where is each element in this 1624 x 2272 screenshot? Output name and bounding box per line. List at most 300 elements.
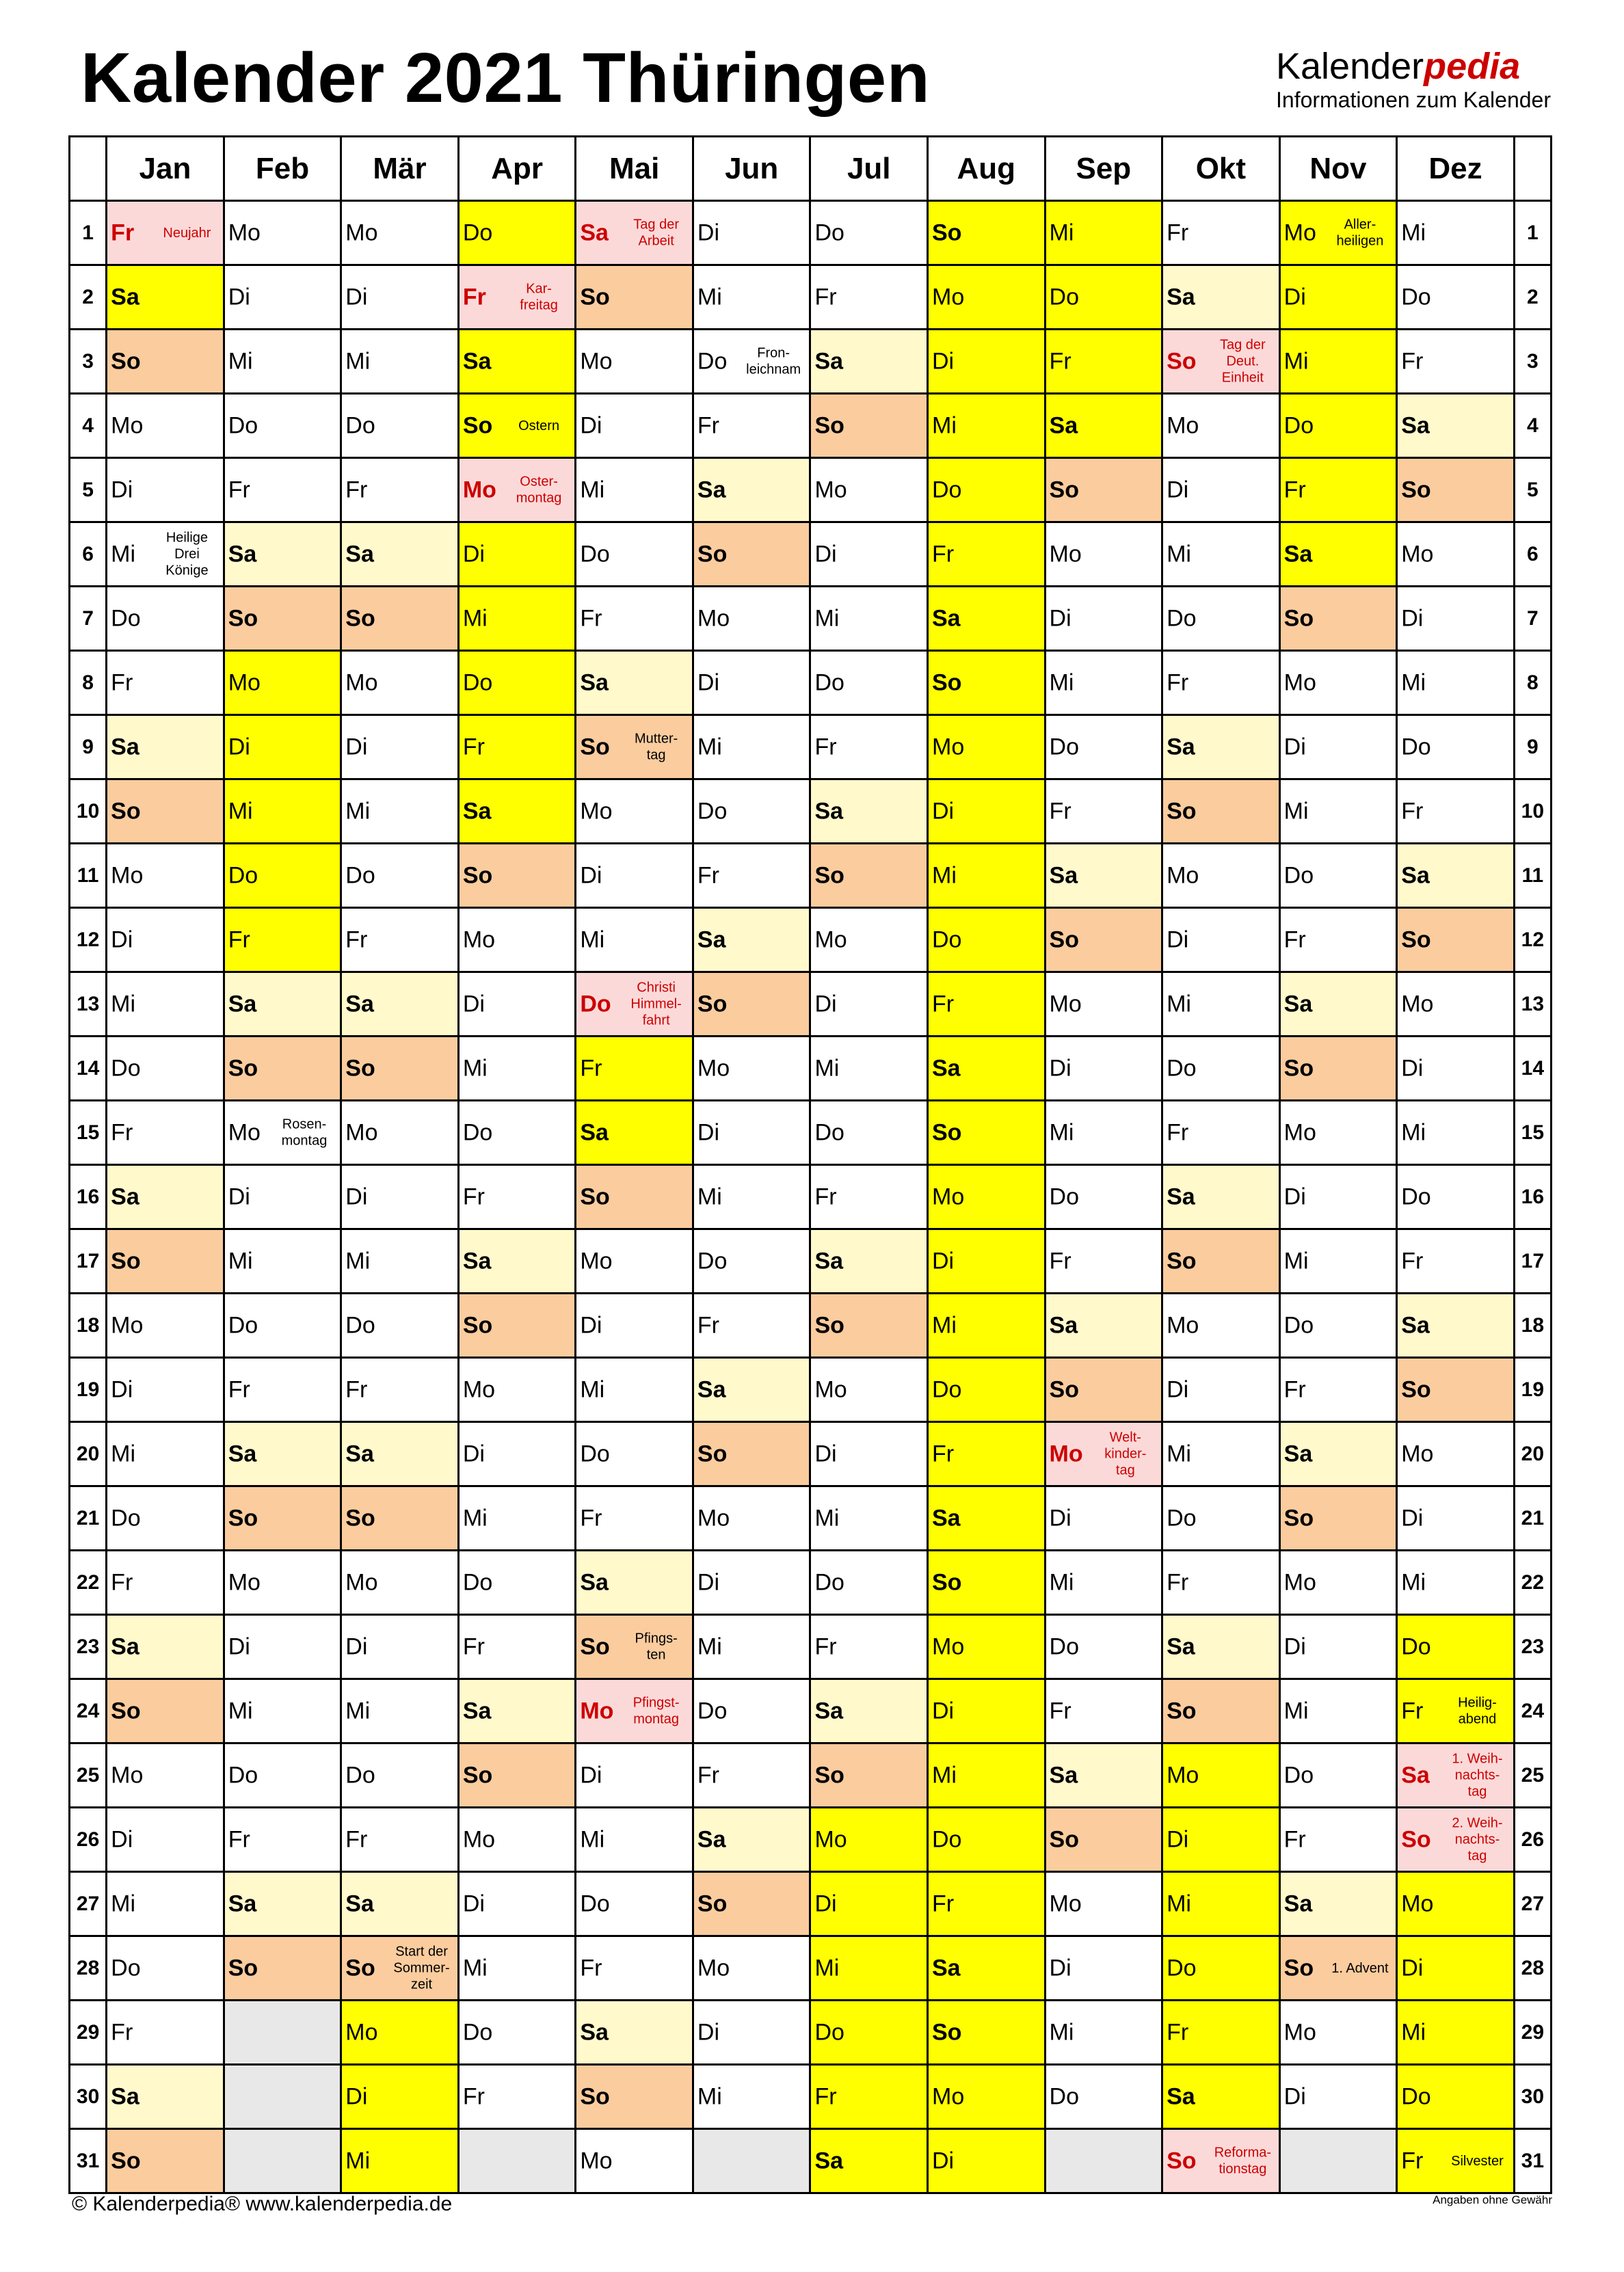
day-cell bbox=[341, 2065, 459, 2129]
weekday-label: Do bbox=[462, 1569, 493, 1595]
weekday-label: Mi bbox=[462, 605, 488, 631]
weekday-label: Sa bbox=[932, 1055, 961, 1081]
weekday-label: Sa bbox=[1283, 991, 1313, 1017]
weekday-label: Di bbox=[1401, 1055, 1424, 1081]
weekday-label: Mi bbox=[462, 1955, 488, 1981]
weekday-label: So bbox=[111, 348, 141, 374]
weekday-label: Do bbox=[1283, 862, 1314, 888]
weekday-label: Mi bbox=[932, 862, 957, 888]
day-cell bbox=[224, 1358, 341, 1422]
weekday-label: Sa bbox=[111, 2083, 139, 2109]
day-cell bbox=[1279, 715, 1397, 779]
weekday-label: Mo bbox=[1283, 1119, 1316, 1145]
day-cell bbox=[341, 1743, 459, 1808]
day-cell bbox=[224, 1229, 341, 1294]
weekday-label: Mo bbox=[1401, 991, 1434, 1017]
day-number-right: 25 bbox=[1514, 1743, 1551, 1808]
day-cell bbox=[1397, 2129, 1515, 2193]
calendar-row bbox=[70, 972, 1552, 1037]
day-number-right: 23 bbox=[1514, 1615, 1551, 1679]
weekday-label: Sa bbox=[345, 541, 374, 567]
day-cell bbox=[107, 651, 224, 715]
day-cell bbox=[693, 330, 810, 394]
weekday-label: Sa bbox=[580, 1569, 609, 1595]
weekday-label: Di bbox=[111, 1826, 133, 1852]
day-cell bbox=[1162, 2129, 1280, 2193]
day-cell bbox=[1162, 330, 1280, 394]
weekday-label: Fr bbox=[697, 1762, 719, 1788]
day-cell bbox=[458, 1101, 576, 1165]
day-cell bbox=[928, 1936, 1046, 2001]
weekday-label: Fr bbox=[1283, 1376, 1306, 1402]
calendar-row bbox=[70, 522, 1552, 587]
weekday-label: Mo bbox=[1167, 1762, 1199, 1788]
day-cell bbox=[810, 2129, 928, 2193]
day-cell bbox=[107, 1808, 224, 1872]
weekday-label: Mi bbox=[814, 1055, 840, 1081]
day-cell bbox=[1279, 265, 1397, 330]
weekday-label: Mi bbox=[228, 348, 253, 374]
weekday-label: Do bbox=[1049, 284, 1080, 310]
weekday-label: Mo bbox=[932, 284, 965, 310]
day-cell bbox=[341, 394, 459, 458]
weekday-label: Do bbox=[1167, 1955, 1197, 1981]
weekday-label: Di bbox=[1167, 926, 1189, 952]
day-cell bbox=[576, 972, 693, 1037]
weekday-label: Do bbox=[932, 926, 962, 952]
weekday-label: Di bbox=[111, 477, 133, 503]
brand-name bbox=[1276, 48, 1551, 85]
weekday-label: Fr bbox=[932, 1441, 955, 1467]
weekday-label: Fr bbox=[345, 926, 368, 952]
day-cell bbox=[928, 1229, 1046, 1294]
day-cell bbox=[928, 1679, 1046, 1743]
weekday-label: Di bbox=[932, 1248, 955, 1274]
weekday-label: So bbox=[1167, 1248, 1197, 1274]
weekday-label: Sa bbox=[1283, 541, 1313, 567]
day-cell bbox=[1162, 779, 1280, 844]
day-number-left: 23 bbox=[70, 1615, 107, 1679]
weekday-label: Sa bbox=[111, 284, 139, 310]
weekday-label: Mi bbox=[345, 798, 371, 824]
calendar-row bbox=[70, 1679, 1552, 1743]
day-cell bbox=[693, 1422, 810, 1486]
weekday-label: Sa bbox=[697, 477, 726, 503]
month-header-row bbox=[70, 137, 1552, 201]
day-cell bbox=[458, 1936, 576, 2001]
day-cell bbox=[1162, 1358, 1280, 1422]
weekday-label: Mo bbox=[1283, 669, 1316, 695]
weekday-label: Sa bbox=[345, 991, 374, 1017]
day-cell bbox=[810, 201, 928, 265]
day-cell bbox=[1397, 1936, 1515, 2001]
weekday-label: Di bbox=[345, 1633, 368, 1659]
weekday-label: So bbox=[932, 2019, 962, 2045]
weekday-label: Sa bbox=[1049, 862, 1078, 888]
day-cell bbox=[1397, 458, 1515, 522]
weekday-label: Mi bbox=[1401, 1569, 1426, 1595]
weekday-label: Sa bbox=[697, 1376, 726, 1402]
weekday-label: Sa bbox=[462, 1248, 492, 1274]
weekday-label: Sa bbox=[1049, 1312, 1078, 1338]
day-cell bbox=[107, 265, 224, 330]
day-number-right: 19 bbox=[1514, 1358, 1551, 1422]
header-corner-left bbox=[70, 137, 107, 201]
day-cell bbox=[458, 651, 576, 715]
weekday-label: Sa bbox=[1401, 1312, 1430, 1338]
weekday-label: Fr bbox=[1401, 1698, 1424, 1724]
day-cell bbox=[458, 587, 576, 651]
weekday-label: Sa bbox=[814, 1248, 844, 1274]
day-cell bbox=[107, 1551, 224, 1615]
day-cell bbox=[107, 2001, 224, 2065]
weekday-label: Di bbox=[932, 2148, 955, 2174]
weekday-label: Di bbox=[580, 412, 602, 438]
day-cell bbox=[928, 1101, 1046, 1165]
weekday-label: So bbox=[1283, 605, 1314, 631]
weekday-label: Mo bbox=[814, 477, 847, 503]
day-cell bbox=[576, 1229, 693, 1294]
weekday-label: Fr bbox=[228, 477, 250, 503]
weekday-label: Di bbox=[345, 2083, 368, 2109]
day-cell bbox=[810, 1743, 928, 1808]
day-cell bbox=[341, 1615, 459, 1679]
weekday-label: Sa bbox=[580, 2019, 609, 2045]
day-cell bbox=[693, 972, 810, 1037]
weekday-label: Fr bbox=[462, 1633, 485, 1659]
weekday-label: Fr bbox=[111, 1119, 133, 1145]
weekday-label: Do bbox=[1049, 1633, 1080, 1659]
day-cell bbox=[810, 1165, 928, 1229]
weekday-label: Fr bbox=[1049, 1248, 1071, 1274]
weekday-label: Mo bbox=[462, 1376, 496, 1402]
weekday-label: Do bbox=[345, 1312, 375, 1338]
weekday-label: Di bbox=[1283, 1633, 1306, 1659]
day-cell bbox=[458, 1551, 576, 1615]
weekday-label: Di bbox=[345, 1184, 368, 1209]
day-cell bbox=[1162, 1229, 1280, 1294]
day-number-right: 8 bbox=[1514, 651, 1551, 715]
weekday-label: So bbox=[1401, 1376, 1431, 1402]
weekday-label: Sa bbox=[228, 1441, 257, 1467]
day-cell bbox=[341, 330, 459, 394]
weekday-label: Do bbox=[462, 219, 493, 245]
event-label: Ostern bbox=[518, 418, 560, 433]
day-cell bbox=[1045, 1936, 1162, 2001]
day-cell bbox=[928, 651, 1046, 715]
day-cell bbox=[224, 715, 341, 779]
day-cell bbox=[810, 779, 928, 844]
weekday-label: Do bbox=[228, 412, 258, 438]
event-label: Aller- heiligen bbox=[1336, 217, 1384, 249]
day-cell bbox=[576, 1615, 693, 1679]
day-cell bbox=[1279, 1679, 1397, 1743]
calendar-row bbox=[70, 201, 1552, 265]
weekday-label: So bbox=[345, 1505, 375, 1531]
day-cell bbox=[810, 972, 928, 1037]
weekday-label: Di bbox=[697, 1119, 720, 1145]
day-cell bbox=[928, 972, 1046, 1037]
day-cell bbox=[1045, 1165, 1162, 1229]
day-cell bbox=[107, 1165, 224, 1229]
weekday-label: So bbox=[111, 1248, 141, 1274]
day-cell bbox=[458, 1808, 576, 1872]
day-cell bbox=[458, 972, 576, 1037]
day-number-left: 15 bbox=[70, 1101, 107, 1165]
weekday-label: Sa bbox=[814, 798, 844, 824]
weekday-label: Mi bbox=[228, 798, 253, 824]
day-cell bbox=[1397, 2065, 1515, 2129]
day-cell bbox=[107, 394, 224, 458]
weekday-label: Mi bbox=[345, 1698, 371, 1724]
day-cell bbox=[928, 1165, 1046, 1229]
weekday-label: Di bbox=[1401, 1505, 1424, 1531]
day-number-right: 17 bbox=[1514, 1229, 1551, 1294]
weekday-label: Fr bbox=[814, 734, 837, 760]
day-cell bbox=[341, 522, 459, 587]
day-cell bbox=[1162, 1808, 1280, 1872]
day-cell bbox=[1397, 1101, 1515, 1165]
day-cell bbox=[1279, 972, 1397, 1037]
weekday-label: Sa bbox=[228, 1890, 257, 1916]
day-cell bbox=[341, 1294, 459, 1358]
empty-day-cell bbox=[224, 2001, 341, 2065]
day-cell bbox=[341, 908, 459, 972]
day-cell bbox=[1279, 1037, 1397, 1101]
weekday-label: Do bbox=[111, 1055, 141, 1081]
weekday-label: Do bbox=[228, 1312, 258, 1338]
weekday-label: Fr bbox=[1167, 1569, 1189, 1595]
day-cell bbox=[458, 1679, 576, 1743]
day-cell bbox=[810, 330, 928, 394]
day-cell bbox=[341, 1422, 459, 1486]
weekday-label: Sa bbox=[1167, 1633, 1195, 1659]
day-cell bbox=[1397, 2001, 1515, 2065]
empty-day-cell bbox=[693, 2129, 810, 2193]
day-number-left: 18 bbox=[70, 1294, 107, 1358]
weekday-label: Di bbox=[1283, 284, 1306, 310]
day-cell bbox=[224, 1422, 341, 1486]
day-cell bbox=[341, 1037, 459, 1101]
day-cell bbox=[224, 587, 341, 651]
day-cell bbox=[107, 201, 224, 265]
day-cell bbox=[1397, 651, 1515, 715]
calendar-row bbox=[70, 1743, 1552, 1808]
day-cell bbox=[693, 2065, 810, 2129]
day-cell bbox=[1279, 1422, 1397, 1486]
weekday-label: Mo bbox=[228, 1119, 261, 1145]
month-header: Mär bbox=[341, 137, 459, 201]
weekday-label: So bbox=[697, 541, 728, 567]
day-number-left: 24 bbox=[70, 1679, 107, 1743]
calendar-row bbox=[70, 1936, 1552, 2001]
day-cell bbox=[458, 1615, 576, 1679]
weekday-label: Fr bbox=[1283, 1826, 1306, 1852]
day-cell bbox=[928, 1551, 1046, 1615]
weekday-label: So bbox=[228, 1505, 258, 1531]
weekday-label: Do bbox=[697, 348, 728, 374]
weekday-label: Do bbox=[1283, 412, 1314, 438]
day-cell bbox=[928, 844, 1046, 908]
weekday-label: Mo bbox=[580, 1698, 614, 1724]
day-cell bbox=[576, 651, 693, 715]
day-cell bbox=[1045, 1422, 1162, 1486]
weekday-label: Mi bbox=[1401, 2019, 1426, 2045]
year-calendar-table bbox=[68, 135, 1552, 2194]
brand-name-accent: pedia bbox=[1424, 46, 1521, 87]
day-cell bbox=[458, 1229, 576, 1294]
weekday-label: Fr bbox=[580, 1955, 602, 1981]
weekday-label: Di bbox=[1283, 2083, 1306, 2109]
weekday-label: Sa bbox=[697, 926, 726, 952]
day-cell bbox=[928, 1808, 1046, 1872]
day-cell bbox=[810, 1808, 928, 1872]
day-number-left: 5 bbox=[70, 458, 107, 522]
day-cell bbox=[1397, 1358, 1515, 1422]
day-number-left: 26 bbox=[70, 1808, 107, 1872]
weekday-label: Do bbox=[814, 2019, 844, 2045]
weekday-label: Fr bbox=[111, 219, 135, 245]
weekday-label: Di bbox=[111, 1376, 133, 1402]
weekday-label: Mo bbox=[1401, 1890, 1434, 1916]
day-number-right: 16 bbox=[1514, 1165, 1551, 1229]
day-cell bbox=[810, 1486, 928, 1551]
day-cell bbox=[810, 1229, 928, 1294]
day-cell bbox=[1279, 651, 1397, 715]
day-cell bbox=[224, 1743, 341, 1808]
day-cell bbox=[928, 779, 1046, 844]
day-cell bbox=[1397, 1165, 1515, 1229]
weekday-label: Mo bbox=[1283, 219, 1316, 245]
day-cell bbox=[928, 587, 1046, 651]
weekday-label: Do bbox=[462, 1119, 493, 1145]
day-cell bbox=[576, 265, 693, 330]
day-cell bbox=[1162, 2001, 1280, 2065]
day-number-left: 14 bbox=[70, 1037, 107, 1101]
calendar-row bbox=[70, 458, 1552, 522]
weekday-label: Di bbox=[580, 862, 602, 888]
footer-disclaimer: Angaben ohne Gewähr bbox=[1433, 2193, 1552, 2206]
weekday-label: Sa bbox=[228, 991, 257, 1017]
weekday-label: Mo bbox=[228, 219, 261, 245]
day-cell bbox=[1045, 587, 1162, 651]
day-cell bbox=[576, 1101, 693, 1165]
weekday-label: Do bbox=[1049, 1184, 1080, 1209]
day-cell bbox=[1279, 1165, 1397, 1229]
weekday-label: Sa bbox=[1049, 1762, 1078, 1788]
calendar-row bbox=[70, 1808, 1552, 1872]
day-cell bbox=[107, 1743, 224, 1808]
event-label: Heilige Drei Könige bbox=[165, 529, 209, 578]
day-cell bbox=[224, 1551, 341, 1615]
weekday-label: Mi bbox=[111, 1890, 136, 1916]
day-cell bbox=[576, 1165, 693, 1229]
weekday-label: Di bbox=[1049, 1505, 1071, 1531]
day-cell bbox=[224, 1294, 341, 1358]
weekday-label: Do bbox=[345, 1762, 375, 1788]
weekday-label: Mi bbox=[814, 605, 840, 631]
weekday-label: Mo bbox=[345, 669, 378, 695]
weekday-label: Sa bbox=[1167, 284, 1195, 310]
day-cell bbox=[224, 201, 341, 265]
weekday-label: Mo bbox=[111, 1762, 144, 1788]
day-cell bbox=[693, 265, 810, 330]
weekday-label: Fr bbox=[1049, 1698, 1071, 1724]
day-cell bbox=[1162, 715, 1280, 779]
weekday-label: Di bbox=[814, 991, 837, 1017]
weekday-label: Sa bbox=[932, 1505, 961, 1531]
day-cell bbox=[1162, 265, 1280, 330]
day-cell bbox=[1279, 908, 1397, 972]
weekday-label: Sa bbox=[814, 1698, 844, 1724]
day-cell bbox=[1162, 1037, 1280, 1101]
weekday-label: Fr bbox=[697, 862, 719, 888]
weekday-label: Mo bbox=[1167, 862, 1199, 888]
day-number-right: 30 bbox=[1514, 2065, 1551, 2129]
day-cell bbox=[928, 1615, 1046, 1679]
weekday-label: Mi bbox=[462, 1505, 488, 1531]
event-label: Fron- leichnam bbox=[746, 345, 801, 377]
weekday-label: Mi bbox=[111, 541, 136, 567]
weekday-label: Mi bbox=[1401, 669, 1426, 695]
day-cell bbox=[1279, 330, 1397, 394]
weekday-label: Do bbox=[111, 1505, 141, 1531]
weekday-label: Mi bbox=[345, 348, 371, 374]
day-number-right: 26 bbox=[1514, 1808, 1551, 1872]
day-cell bbox=[1045, 908, 1162, 972]
weekday-label: Mo bbox=[345, 2019, 378, 2045]
month-header: Feb bbox=[224, 137, 341, 201]
weekday-label: Do bbox=[580, 1441, 610, 1467]
holiday-label: Pfingst- montag bbox=[633, 1695, 680, 1727]
weekday-label: Mo bbox=[462, 477, 496, 503]
day-cell bbox=[810, 265, 928, 330]
weekday-label: Mo bbox=[1167, 412, 1199, 438]
weekday-label: Mo bbox=[932, 2083, 965, 2109]
weekday-label: So bbox=[932, 219, 962, 245]
weekday-label: Sa bbox=[580, 1119, 609, 1145]
day-cell bbox=[1279, 844, 1397, 908]
calendar-row bbox=[70, 1872, 1552, 1936]
day-cell bbox=[1397, 1615, 1515, 1679]
calendar-row bbox=[70, 2065, 1552, 2129]
day-number-right: 3 bbox=[1514, 330, 1551, 394]
day-cell bbox=[224, 394, 341, 458]
weekday-label: Do bbox=[580, 1890, 610, 1916]
weekday-label: So bbox=[580, 1184, 610, 1209]
day-cell bbox=[810, 2001, 928, 2065]
weekday-label: Di bbox=[345, 734, 368, 760]
day-number-left: 25 bbox=[70, 1743, 107, 1808]
weekday-label: So bbox=[580, 1633, 610, 1659]
day-cell bbox=[107, 1101, 224, 1165]
weekday-label: Do bbox=[814, 669, 844, 695]
weekday-label: Fr bbox=[1167, 2019, 1189, 2045]
day-cell bbox=[341, 587, 459, 651]
day-cell bbox=[107, 330, 224, 394]
day-cell bbox=[1397, 1229, 1515, 1294]
holiday-label: Tag der Deut. Einheit bbox=[1220, 336, 1266, 386]
month-header: Nov bbox=[1279, 137, 1397, 201]
event-label: Silvester bbox=[1451, 2153, 1504, 2169]
weekday-label: Di bbox=[1167, 1826, 1189, 1852]
day-cell bbox=[576, 779, 693, 844]
weekday-label: So bbox=[814, 862, 844, 888]
day-cell bbox=[107, 587, 224, 651]
weekday-label: Do bbox=[697, 1698, 728, 1724]
calendar-row bbox=[70, 908, 1552, 972]
day-cell bbox=[224, 458, 341, 522]
